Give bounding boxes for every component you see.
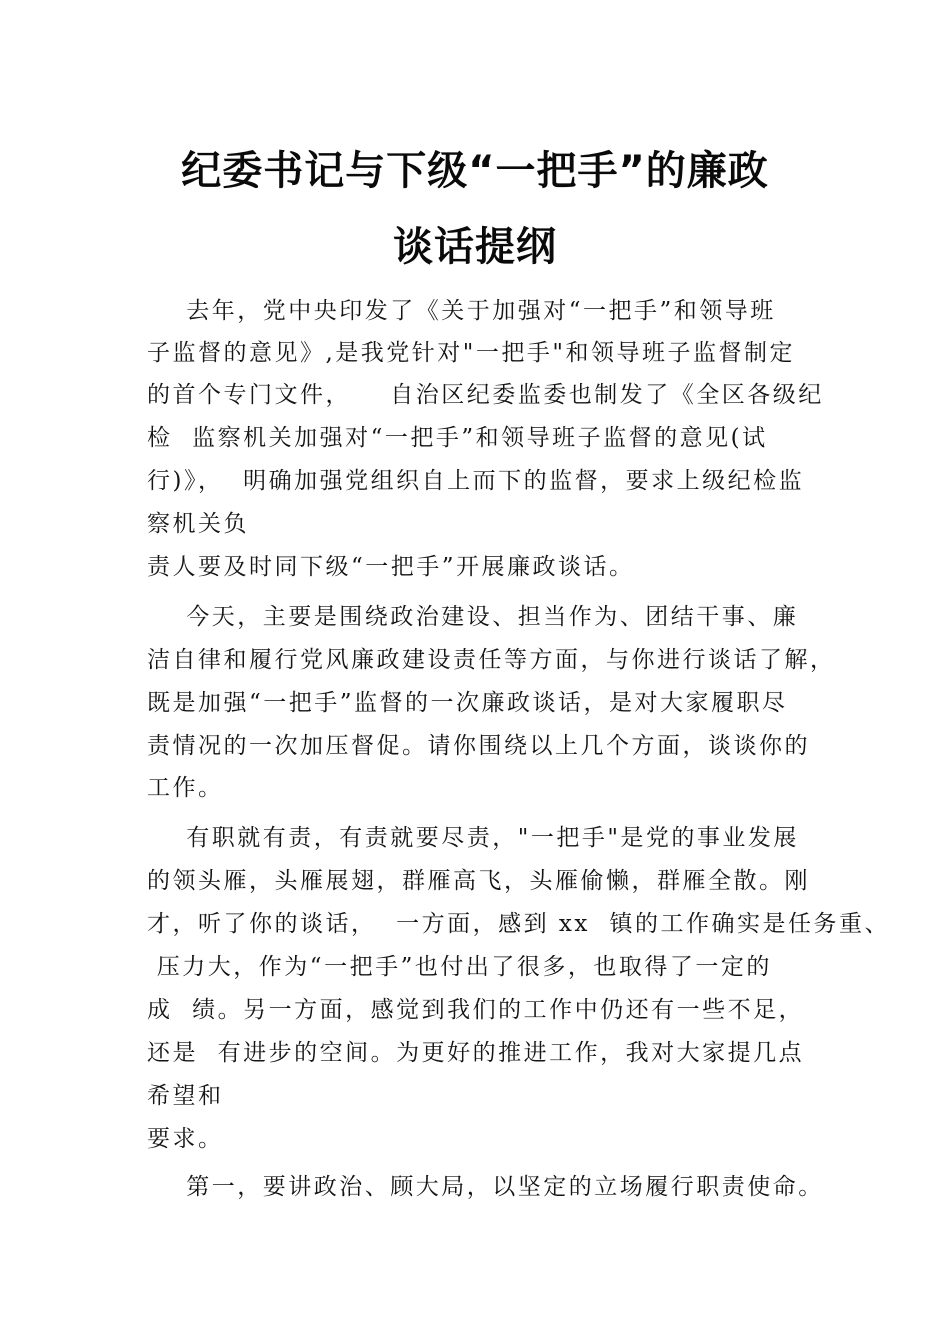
body-text-line: 今天，主要是围绕政治建设、担当作为、团结干事、廉 — [147, 604, 799, 630]
body-text-line: 的首个专门文件， 自治区纪委监委也制发了《全区各级纪 — [147, 382, 824, 408]
body-text-line: 责情况的一次加压督促。请你围绕以上几个方面，谈谈你的 — [147, 733, 810, 759]
document-title-line-1: 纪委书记与下级“一把手”的廉政 — [181, 148, 769, 194]
body-text-line: 责人要及时同下级“一把手”开展廉政谈话。 — [147, 554, 635, 580]
body-text-line: 还是 有进步的空间。为更好的推进工作，我对大家提几点 — [147, 1040, 805, 1066]
body-text-line: 工作。 — [147, 775, 224, 801]
body-text-line: 才，听了你的谈话， 一方面，感到 xx 镇的工作确实是任务重、 — [147, 911, 890, 937]
body-text-line: 成 绩。另一方面，感觉到我们的工作中仍还有一些不足， — [147, 997, 805, 1023]
body-text-line: 察机关负 — [147, 511, 249, 537]
body-text-line: 行)》， 明确加强党组织自上而下的监督，要求上级纪检监 — [147, 468, 805, 494]
body-text-line: 子监督的意见》,是我党针对"一把手"和领导班子监督制定 — [147, 340, 795, 366]
body-text-line: 洁自律和履行党风廉政建设责任等方面，与你进行谈话了解， — [147, 647, 836, 673]
body-text-line: 希望和 — [147, 1083, 224, 1109]
body-text-line: 要求。 — [147, 1126, 224, 1152]
body-text-line: 去年，党中央印发了《关于加强对“一把手”和领导班 — [147, 298, 776, 324]
body-text-line: 既是加强“一把手”监督的一次廉政谈话，是对大家履职尽 — [147, 690, 788, 716]
body-text-line: 压力大，作为“一把手”也付出了很多，也取得了一定的 — [147, 954, 772, 980]
body-text-line: 检 监察机关加强对“一把手”和领导班子监督的意见(试 — [147, 425, 768, 451]
body-text-line: 第一，要讲政治、顾大局，以坚定的立场履行职责使命。 — [147, 1174, 824, 1200]
document-title-line-2: 谈话提纲 — [393, 224, 557, 270]
body-text-line: 的领头雁，头雁展翅，群雁高飞，头雁偷懒，群雁全散。刚 — [147, 868, 810, 894]
body-text-line: 有职就有责，有责就要尽责，"一把手"是党的事业发展 — [147, 825, 799, 851]
